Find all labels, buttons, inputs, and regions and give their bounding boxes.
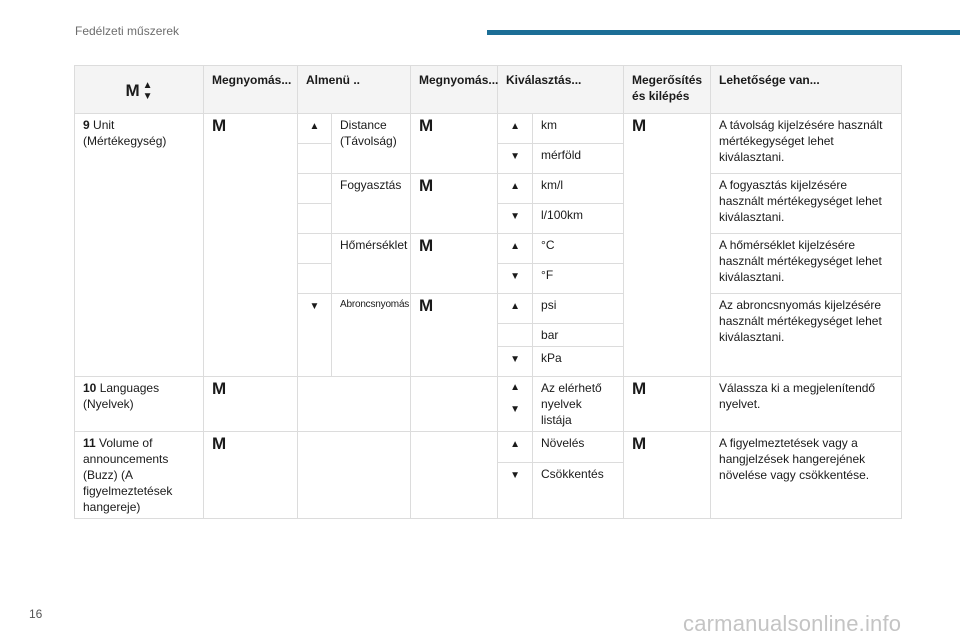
empty-cell [298,174,332,204]
up-cell [498,432,533,463]
temp-desc: A hőmérséklet kijelzésére használt mértékegységet lehet kiválasztani. [711,234,902,294]
fuel-opt1: km/l [533,174,624,204]
down-arrow-icon: ▼ [510,469,520,481]
down-arrow-icon: ▼ [142,91,153,102]
m-key-icon: M [212,379,227,398]
down-cell [498,144,533,174]
m-key-icon: M [632,434,647,453]
empty-cell [298,264,332,294]
fuel-desc: A fogyasztás kijelzésére használt mértékegységet lehet kiválasztani. [711,174,902,234]
m-key-icon: M [125,81,140,100]
press-cell [411,294,498,377]
up-cell [498,114,533,144]
press-cell [204,432,298,519]
distance-opt2: mérföld [533,144,624,174]
volume-opt1: Növelés [533,432,624,463]
down-cell [498,204,533,234]
tyre-opt2: bar [533,324,624,347]
down-arrow-icon: ▼ [510,354,520,365]
row-number: 9 [83,118,90,132]
table-header-row [75,66,902,114]
confirm-cell [624,432,711,519]
table-row [75,377,902,432]
m-key-icon: M [212,116,227,135]
m-key-icon: M [632,379,647,398]
tyre-desc: Az abroncsnyomás kijelzésére használt mértékegységet lehet kiválasztani. [711,294,902,377]
press-cell [411,174,498,234]
press-cell [411,234,498,294]
unit-cell [75,114,204,377]
header-confirm: Megerősítés és kilépés [624,66,711,114]
up-arrow-icon: ▲ [510,382,520,393]
up-arrow-icon: ▲ [510,121,520,132]
empty-cell [298,234,332,264]
row-number: 10 [83,381,97,395]
up-cell [498,174,533,204]
volume-cell [75,432,204,519]
down-arrow-icon: ▼ [510,151,520,162]
down-arrow-icon: ▼ [510,271,520,282]
header-keys-cell [75,66,204,114]
down-cell [498,462,533,518]
temp-opt2: °F [533,264,624,294]
up-arrow-icon: ▲ [142,80,153,91]
header-press: Megnyomás... [204,66,298,114]
up-arrow-icon: ▲ [510,439,520,450]
page-number: 16 [29,607,43,621]
m-key-icon: M [419,236,434,255]
settings-table [74,65,902,519]
watermark: carmanualsonline.info [683,611,902,636]
table-row [75,432,902,463]
down-arrow-icon: ▼ [510,404,520,415]
down-cell [498,347,533,377]
fuel-opt2: l/100km [533,204,624,234]
header-press-2: Megnyomás... [411,66,498,114]
tyre-label: Abroncsnyomás [332,294,411,377]
up-down-cell [498,377,533,432]
fuel-label: Fogyasztás [332,174,411,234]
distance-opt1: km [533,114,624,144]
header-options: Lehetősége van... [711,66,902,114]
page-header-title: Fedélzeti műszerek [75,24,180,38]
press-cell [411,114,498,174]
distance-desc: A távolság kijelzésére használt mértékegységet lehet kiválasztani. [711,114,902,174]
up-arrow-icon: ▲ [309,121,320,132]
languages-desc: Válassza ki a megjelenítendő nyelvet. [711,377,902,432]
up-cell [498,234,533,264]
header-select: Kiválasztás... [498,66,624,114]
empty-cell [498,324,533,347]
down-cell [298,294,332,377]
empty-cell [411,377,498,432]
languages-label: Languages (Nyelvek) [83,381,160,411]
empty-cell [298,144,332,174]
down-arrow-icon: ▼ [510,211,520,222]
tyre-opt1: psi [533,294,624,324]
empty-cell [298,432,411,519]
tyre-opt3: kPa [533,347,624,377]
temp-opt1: °C [533,234,624,264]
m-key-icon: M [419,176,434,195]
unit-label: Unit (Mértékegység) [83,118,167,148]
empty-cell [298,204,332,234]
up-cell [498,294,533,324]
volume-opt2: Csökkentés [533,462,624,518]
volume-desc: A figyelmeztetések vagy a hangjelzések hangerejének növelése vagy csökkentése. [711,432,902,519]
languages-cell [75,377,204,432]
header-accent-bar [487,30,960,35]
header-submenu: Almenü .. [298,66,411,114]
press-cell [204,114,298,377]
distance-label: Distance (Távolság) [332,114,411,174]
up-arrow-icon: ▲ [510,181,520,192]
down-cell [498,264,533,294]
row-number: 11 [83,436,96,450]
m-key-icon: M [419,296,434,315]
volume-label: Volume of announcements (Buzz) (A figyelmeztetések hangereje) [83,436,173,514]
press-cell [204,377,298,432]
m-key-icon: M [212,434,227,453]
table-row [75,114,902,144]
empty-cell [298,377,411,432]
languages-select: Az elérhető nyelvek listája [533,377,624,432]
up-cell [298,114,332,144]
empty-cell [411,432,498,519]
confirm-cell [624,377,711,432]
m-key-icon: M [419,116,434,135]
up-arrow-icon: ▲ [510,301,520,312]
m-key-icon: M [632,116,647,135]
up-arrow-icon: ▲ [510,241,520,252]
down-arrow-icon: ▼ [309,301,320,312]
confirm-cell [624,114,711,377]
temp-label: Hőmérséklet [332,234,411,294]
